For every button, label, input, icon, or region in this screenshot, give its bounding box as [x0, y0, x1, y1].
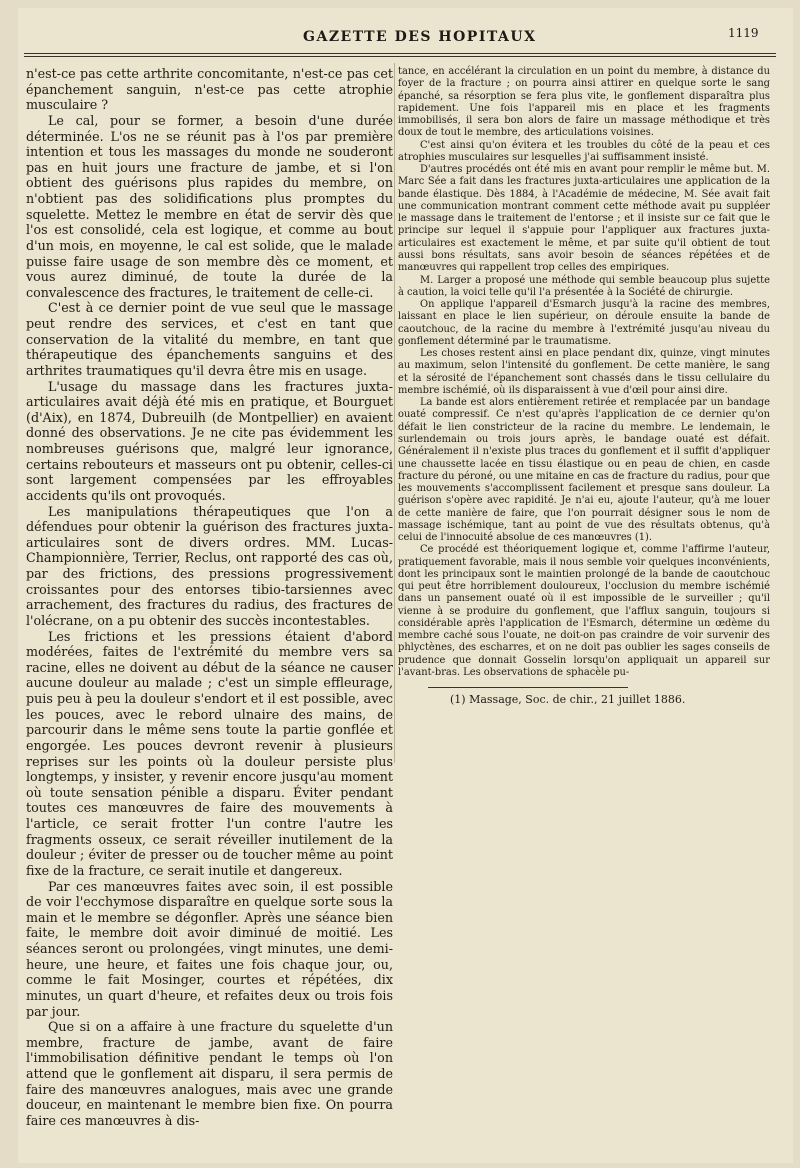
paragraph: On applique l'appareil d'Esmarch jusqu'à la racine des membres, laissant en place le lien supérieur, on déroule ensuite la bande de caoutchouc, de la racine du membre à l'extrémité jusqu'au niveau du gonflement déterminé par le traumatisme. [398, 299, 770, 347]
right-column [398, 66, 770, 679]
paragraph: n'est-ce pas cette arthrite concomitante, n'est-ce pas cet épanchement sanguin, n'est-ce pas cette atrophie musculaire ? [26, 66, 393, 113]
page-number: 1119 [728, 26, 759, 40]
running-title: GAZETTE DES HOPITAUX [303, 29, 537, 45]
paragraph: tance, en accélérant la circulation en un point du membre, à distance du foyer de la fracture ; on pourra ainsi attirer en quelque sorte le sang épanché, sa résorption se fera plus vite, le gonflement disparaîtra plus rapidement. Une fois l'appareil mis en place et les fragments immobilisés, il sera bon alors de faire un massage méthodique et très doux de tout le membre, des articulations voisines. [398, 66, 770, 139]
paragraph: Les manipulations thérapeutiques que l'on a défendues pour obtenir la guérison des fractures juxta-articulaires sont de divers ordres. MM. Lucas-Championnière, Terrier, Reclus, ont rapporté des cas où, par des frictions, des pressions progressivement croissantes pour des entorses tibio-tarsiennes avec arrachement, des fractures du radius, des fractures de l'olécrane, on a pu obtenir des succès incontestables. [26, 503, 393, 628]
paragraph: La bande est alors entièrement retirée et remplacée par un bandage ouaté compressif. Ce n'est qu'après l'application de ce dernier qu'on défait le lien constricteur de la racine du membre. Le lendemain, le surlendemain ou trois jours après, le bandage ouaté est défait. Généralement il n'existe plus traces du gonflement et il suffit d'appliquer une chaussette lacée en tissu élastique ou en peau de chien, en casde fracture du péroné, ou une mitaine en cas de fracture du radius, pour que les mouvements s'accomplissent facilement et presque sans douleur. La guérison s'opère avec rapidité. Je n'ai eu, ajoute l'auteur, qu'à me louer de cette manière de faire, que l'on pourrait désigner sous le nom de massage ischémique, tant au point de vue des résultats obtenus, qu'à celui de l'innocuité absolue de ces manœuvres (1). [398, 397, 770, 544]
paragraph: C'est ainsi qu'on évitera et les troubles du côté de la peau et ces atrophies musculaires sur lesquelles j'ai suffisamment insisté. [398, 139, 770, 163]
paragraph: Par ces manœuvres faites avec soin, il est possible de voir l'ecchymose disparaître en quelque sorte sous la main et le membre se dégonfler. Après une séance bien faite, le membre doit avoir diminué de moitié. Les séances seront ou prolongées, vingt minutes, une demi-heure, une heure, et faites une fois chaque jour, ou, comme le fait Mosinger, courtes et répétées, dix minutes, un quart d'heure, et refaites deux ou trois fois par jour. [26, 878, 393, 1019]
left-column [26, 66, 393, 1129]
paragraph: D'autres procédés ont été mis en avant pour remplir le même but. M. Marc Sée a fait dans les fractures juxta-articulaires une application de la bande élastique. Dès 1884, à l'Académie de médecine, M. Sée avait fait une communication montrant comment cette méthode avait pu suppléer le massage dans le traitement de l'entorse ; et il insiste sur ce fait que le principe sur lequel il s'appuie pour l'appliquer aux fractures juxta-articulaires est exactement le même, et par suite qu'il obtient de tout aussi bons résultats, sans avoir besoin de séances répétées et de manœuvres qui rappellent trop celles des empiriques. [398, 164, 770, 274]
paragraph: Ce procédé est théoriquement logique et, comme l'affirme l'auteur, pratiquement favorable, mais il nous semble voir quelques inconvénients, dont les principaux sont le maintien prolongé de la bande de caoutchouc qui peut être horriblement douloureux, l'occlusion du membre ischémié dans un pansement ouaté où il est impossible de le surveiller ; qu'il vienne à se produire du gonflement, que l'afflux sanguin, toujours si considérable après l'application de l'Esmarch, détermine un œdème du membre caché sous l'ouate, ne doit-on pas craindre de voir survenir des phlyctènes, des escharres, et on ne doit pas oublier les sages conseils de prudence que donnait Gosselin lorsqu'on appliquait un appareil sur l'avant-bras. Les observations de sphacèle pu- [398, 544, 770, 679]
paragraph: Le cal, pour se former, a besoin d'une durée déterminée. L'os ne se réunit pas à l'os par première intention et tous les massages du monde ne souderont pas en huit jours une fracture de jambe, et si l'on obtient des guérisons plus rapides du membre, on n'obtient pas des solidifications plus promptes du squelette. Mettez le membre en état de servir dès que l'os est consolidé, cela est logique, et comme au bout d'un mois, en moyenne, le cal est solide, que le malade puisse faire usage de son membre dès ce moment, et vous aurez diminué, de toute la durée de la convalescence des fractures, le traitement de celle-ci. [26, 112, 393, 300]
paragraph: Les choses restent ainsi en place pendant dix, quinze, vingt minutes au maximum, selon l'intensité du gonflement. De cette manière, le sang et la sérosité de l'épanchement sont chassés dans le tissu cellulaire du membre ischémié, où ils disparaissent à vue d'œil pour ainsi dire. [398, 348, 770, 396]
paragraph: L'usage du massage dans les fractures juxta-articulaires avait déjà été mis en pratique, et Bourguet (d'Aix), en 1874, Dubreuilh (de Montpellier) en avaient donné des observations. Je ne cite pas évidemment les nombreuses guérisons que, malgré leur ignorance, certains rebouteurs et masseurs ont pu obtenir, celles-ci sont largement compensées par les effroyables accidents qu'ils ont provoqués. [26, 378, 393, 503]
paragraph: C'est à ce dernier point de vue seul que le massage peut rendre des services, et c'est en tant que conservation de la vitalité du membre, en tant que thérapeutique des épanchements sanguins et des arthrites traumatiques qu'il devra être mis en usage. [26, 300, 393, 378]
footnote-rule [428, 687, 628, 688]
page-header [18, 26, 793, 50]
header-rule [24, 53, 776, 57]
footnote: (1) Massage, Soc. de chir., 21 juillet 1886. [450, 693, 686, 707]
paragraph: M. Larger a proposé une méthode qui semble beaucoup plus sujette à caution, la voici telle qu'il l'a présentée à la Société de chirurgie. [398, 274, 770, 298]
newspaper-page [18, 8, 793, 1163]
column-divider [394, 63, 395, 763]
paragraph: Les frictions et les pressions étaient d'abord modérées, faites de l'extrémité du membre vers sa racine, elles ne doivent au début de la séance ne causer aucune douleur au malade ; c'est un simple effleurage, puis peu à peu la douleur s'endort et il est possible, avec les pouces, avec le rebord ulnaire des mains, de parcourir dans le même sens toute la partie gonflée et engorgée. Les pouces devront revenir à plusieurs reprises sur les points où la douleur persiste plus longtemps, y insister, y revenir encore jusqu'au moment où toute sensation pénible a disparu. Éviter pendant toutes ces manœuvres de faire des mouvements à l'article, ce serait frotter l'un contre l'autre les fragments osseux, ce serait réveiller inutilement de la douleur ; éviter de presser ou de toucher même au point fixe de la fracture, ce serait inutile et dangereux. [26, 628, 393, 878]
paragraph: Que si on a affaire à une fracture du squelette d'un membre, fracture de jambe, avant de faire l'immobilisation définitive pendant le temps où l'on attend que le gonflement ait disparu, il sera permis de faire des manœuvres analogues, mais avec une grande douceur, en maintenant le membre bien fixe. On pourra faire ces manœuvres à dis- [26, 1019, 393, 1128]
